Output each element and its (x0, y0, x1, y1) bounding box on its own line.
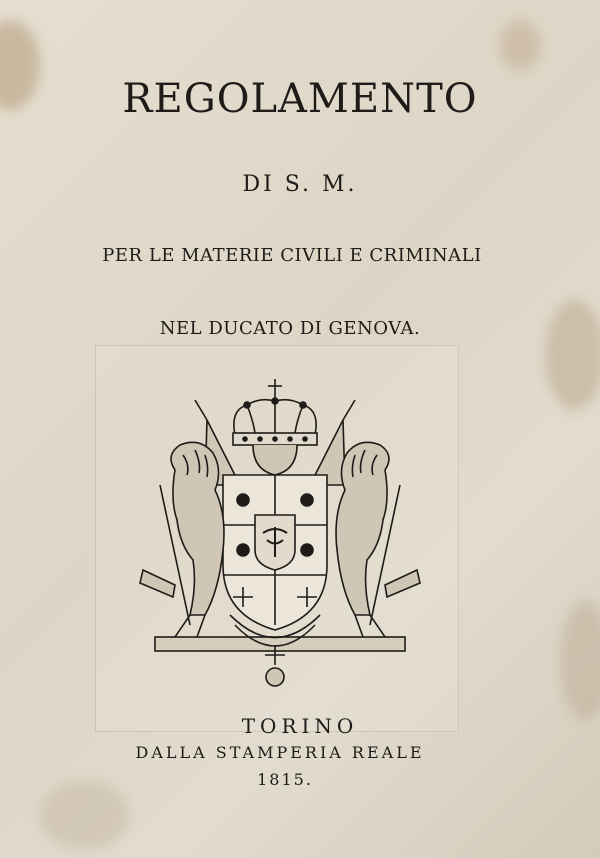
imprint-press: DALLA STAMPERIA REALE (135, 743, 425, 762)
document-subtitle-subject: PER LE MATERIE CIVILI E CRIMINALI (102, 245, 482, 266)
document-title: REGOLAMENTO (122, 76, 478, 122)
foxing-stain (500, 20, 540, 70)
document-subtitle-territory: NEL DUCATO DI GENOVA. (159, 318, 421, 339)
foxing-stain (40, 780, 130, 850)
imprint-city: TORINO (241, 714, 359, 738)
foxing-stain (560, 600, 600, 720)
foxing-stain (545, 300, 600, 410)
royal-coat-of-arms-icon (135, 375, 425, 695)
document-subtitle-authority: DI S. M. (242, 172, 358, 197)
imprint-year: 1815. (257, 770, 313, 789)
